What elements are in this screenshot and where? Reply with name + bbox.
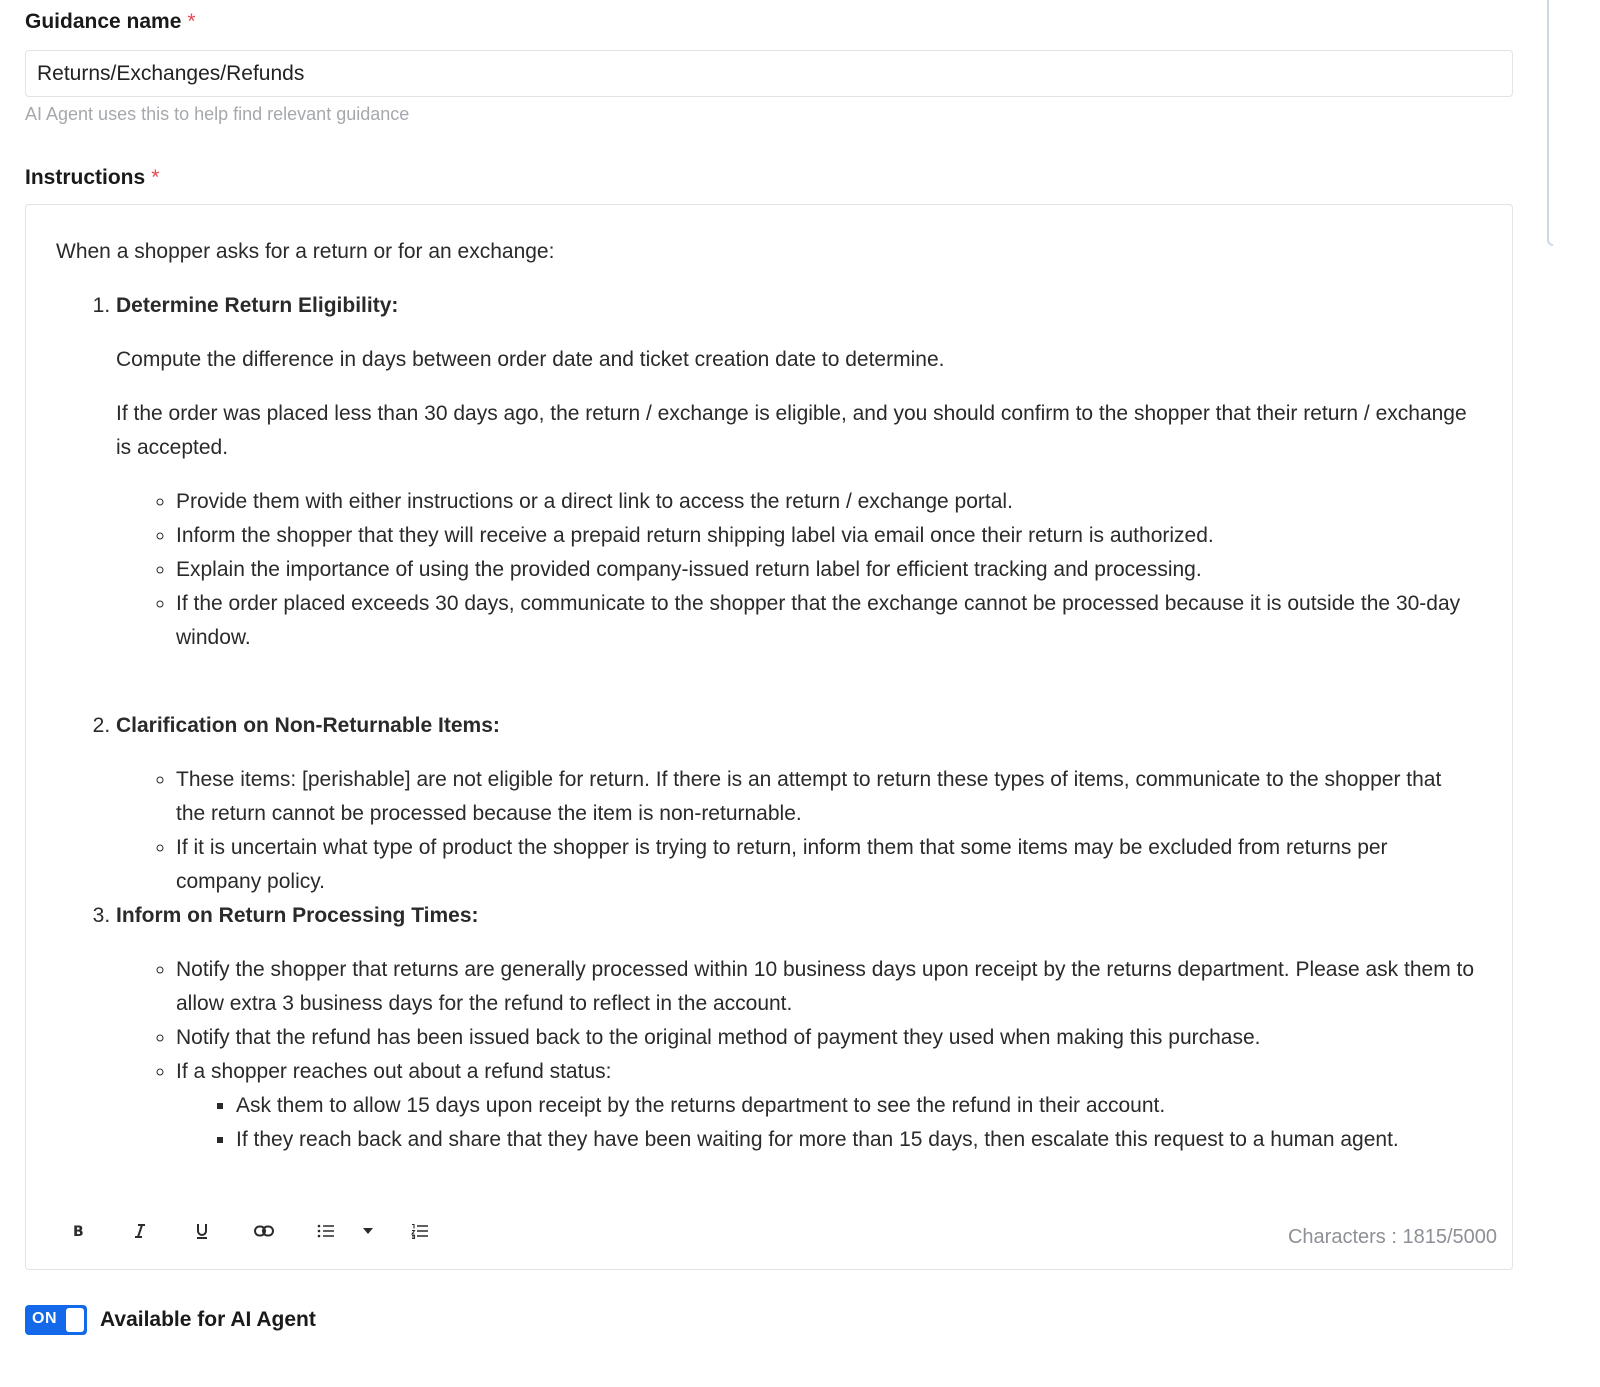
step-item	[116, 289, 1476, 655]
caret-down-icon[interactable]	[356, 1219, 380, 1243]
guidance-name-label-text: Guidance name	[25, 10, 182, 33]
step-paragraph: Compute the difference in days between order date and ticket creation date to determine.	[116, 348, 945, 371]
svg-text:B: B	[73, 1224, 84, 1239]
intro-text: When a shopper asks for a return or for an exchange:	[56, 240, 555, 263]
toggle-knob	[66, 1308, 84, 1332]
bullet-item: ◦ Notify the shopper that returns are generally processed within 10 business days upon receipt by the returns department. Please ask them to allow extra 3 business days for the refund to reflect in the account.	[176, 953, 1476, 1021]
required-asterisk: *	[151, 166, 160, 189]
underline-icon[interactable]	[190, 1219, 214, 1243]
bullet-list-icon[interactable]	[314, 1219, 338, 1243]
sub-bullet-list	[176, 1089, 1476, 1157]
numbered-list-icon[interactable]	[408, 1219, 432, 1243]
step-title: 2. Clarification on Non-Returnable Items:	[116, 714, 500, 737]
required-asterisk: *	[187, 10, 196, 33]
sub-bullet-item: ▪ Ask them to allow 15 days upon receipt by the returns department to see the refund in their account.	[236, 1089, 1476, 1123]
bullet-list	[116, 485, 1476, 655]
guidance-name-input[interactable]	[25, 50, 1513, 97]
italic-icon[interactable]	[128, 1219, 152, 1243]
bullet-item: ◦ Explain the importance of using the provided company-issued return label for efficient tracking and processing.	[176, 553, 1476, 587]
bullet-item: ◦ If the order placed exceeds 30 days, communicate to the shopper that the exchange cannot be processed because it is outside the 30-day window.	[176, 587, 1476, 655]
link-icon[interactable]	[252, 1219, 276, 1243]
bullet-item	[176, 1055, 1476, 1157]
instructions-label	[25, 166, 159, 190]
bullet-list	[116, 953, 1476, 1157]
toggle-state-text: ON	[32, 1310, 57, 1327]
character-count: Characters : 1815/5000	[1287, 1226, 1497, 1248]
ai-agent-availability-row	[25, 1305, 316, 1335]
ai-agent-toggle[interactable]	[25, 1305, 87, 1335]
side-panel-edge	[1547, 0, 1553, 246]
bullet-item: ◦ Inform the shopper that they will receive a prepaid return shipping label via email once their return is authorized.	[176, 519, 1476, 553]
editor-content[interactable]	[56, 235, 1476, 1157]
ai-agent-toggle-label: Available for AI Agent	[100, 1308, 316, 1331]
formatting-toolbar	[66, 1215, 470, 1247]
bullet-list	[116, 763, 1476, 899]
bullet-item: ◦ Provide them with either instructions or a direct link to access the return / exchange portal.	[176, 485, 1476, 519]
step-title: 3. Inform on Return Processing Times:	[116, 904, 479, 927]
step-title: 1. Determine Return Eligibility:	[116, 294, 399, 317]
bullet-item-text: If a shopper reaches out about a refund status:	[176, 1060, 612, 1083]
guidance-name-label	[25, 10, 196, 34]
bullet-item: ◦ If it is uncertain what type of product the shopper is trying to return, inform them that some items may be excluded from returns per company policy.	[176, 831, 1476, 899]
step-item	[116, 709, 1476, 899]
step-paragraph: If the order was placed less than 30 days ago, the return / exchange is eligible, and you should confirm to the shopper that their return / exchange is accepted.	[116, 402, 1467, 459]
instructions-editor[interactable]	[25, 204, 1513, 1270]
guidance-name-hint: AI Agent uses this to help find relevant guidance	[25, 104, 410, 124]
sub-bullet-item: ▪ If they reach back and share that they have been waiting for more than 15 days, then escalate this request to a human agent.	[236, 1123, 1476, 1157]
steps-list	[56, 289, 1476, 1157]
bold-icon[interactable]	[66, 1219, 90, 1243]
step-item	[116, 899, 1476, 1157]
instructions-label-text: Instructions	[25, 166, 146, 189]
bullet-item: ◦ Notify that the refund has been issued back to the original method of payment they used when making this purchase.	[176, 1021, 1476, 1055]
bullet-item: ◦ These items: [perishable] are not eligible for return. If there is an attempt to return these types of items, communicate to the shopper that the return cannot be processed because the item is non-returnable.	[176, 763, 1476, 831]
